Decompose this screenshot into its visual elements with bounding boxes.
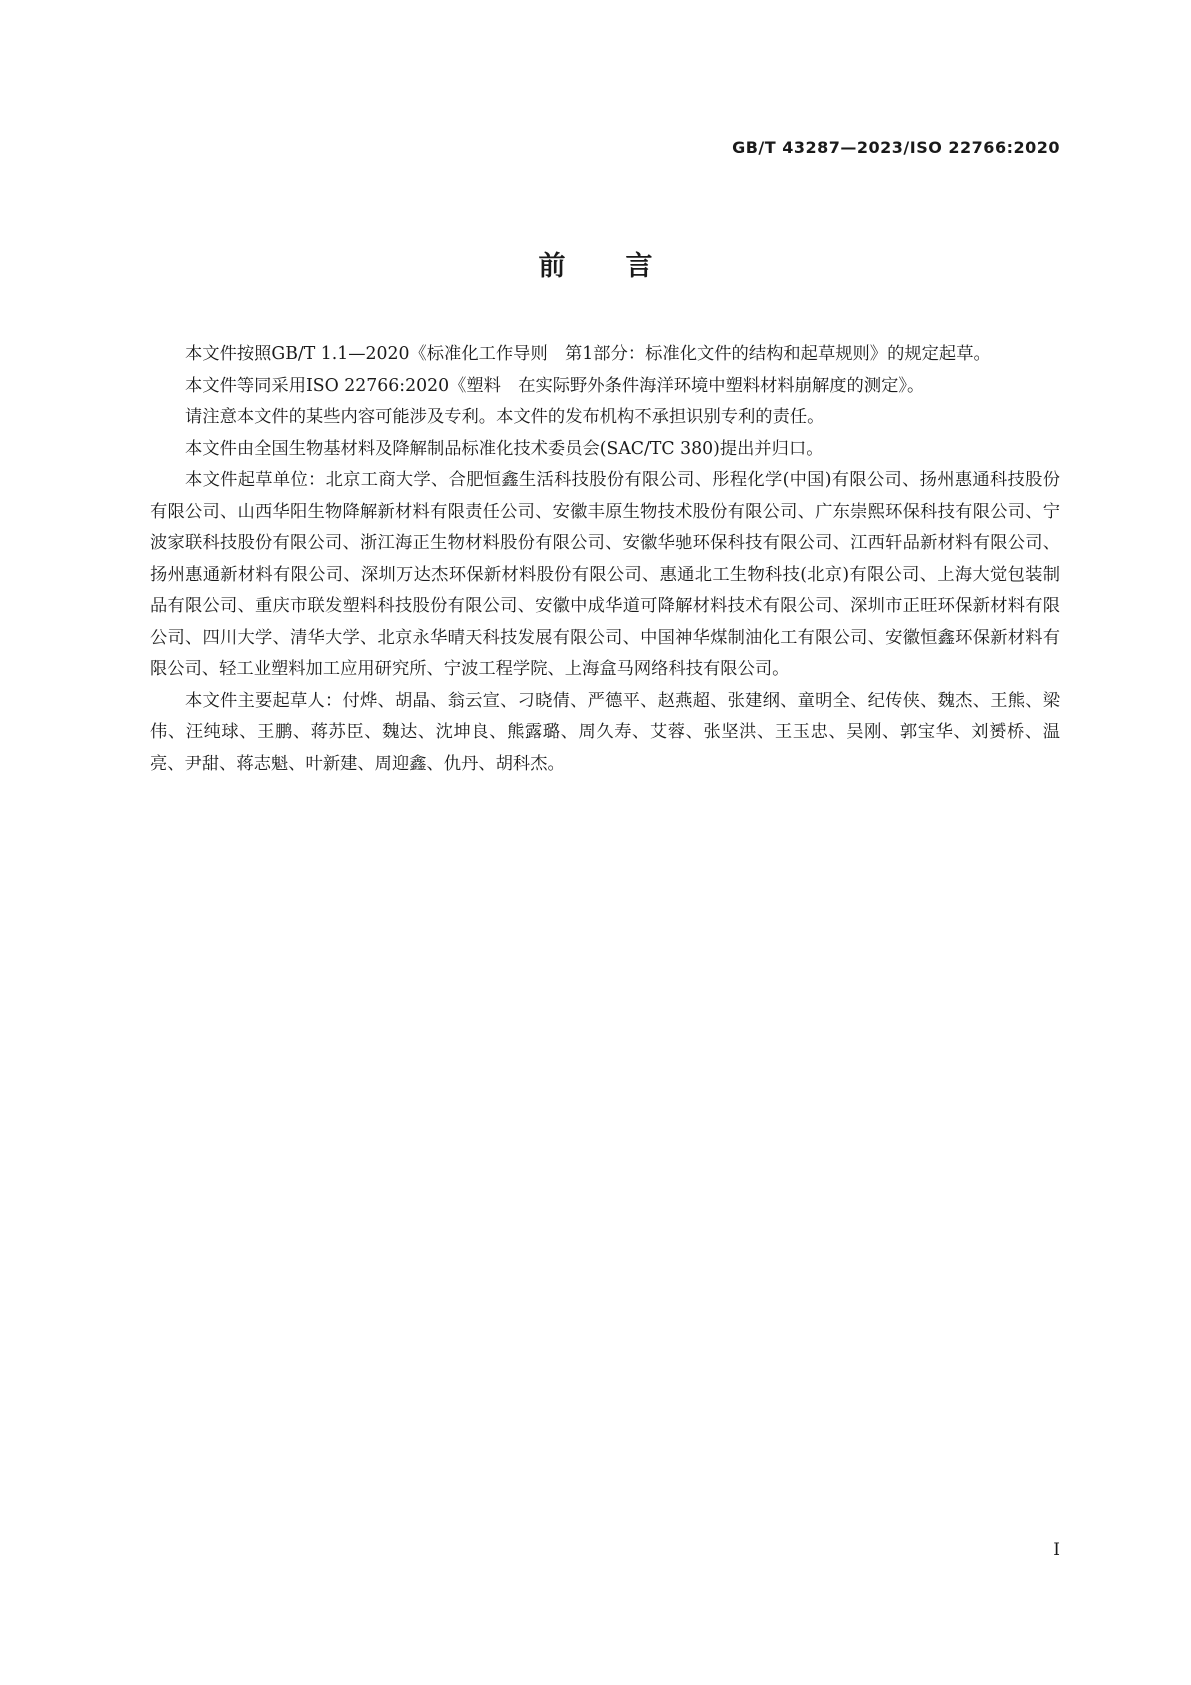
paragraph-iso-adoption: 本文件等同采用ISO 22766:2020《塑料 在实际野外条件海洋环境中塑料材料崩解度的测定》。 [185,375,925,396]
paragraph-drafting-rules: 本文件按照GB/T 1.1—2020《标准化工作导则 第1部分：标准化文件的结构和起草规则》的规定起草。 [185,344,991,364]
page-number: I [1053,1540,1060,1560]
preface-body [150,339,1060,780]
paragraph-proposing-body: 本文件由全国生物基材料及降解制品标准化技术委员会(SAC/TC 380)提出并归口。 [185,438,824,459]
paragraph-drafting-units: 本文件起草单位：北京工商大学、合肥恒鑫生活科技股份有限公司、彤程化学(中国)有限公司、扬州惠通科技股份有限公司、山西华阳生物降解新材料有限责任公司、安徽丰原生物技术股份有限公司、广东崇熙环保科技有限公司、宁波家联科技股份有限公司、浙江海正生物材料股份有限公司、安徽华驰环保科技有限公司、江西轩品新材料有限公司、扬州惠通新材料有限公司、深圳万达杰环保新材料股份有限公司、惠通北工生物科技(北京)有限公司、上海大觉包装制品有限公司、重庆市联发塑料科技股份有限公司、安徽中成华道可降解材料技术有限公司、深圳市正旺环保新材料有限公司、四川大学、清华大学、北京永华晴天科技发展有限公司、中国神华煤制油化工有限公司、安徽恒鑫环保新材料有限公司、轻工业塑料加工应用研究所、宁波工程学院、上海盒马网络科技有限公司。 [150,470,1060,679]
paragraph-drafters: 本文件主要起草人：付烨、胡晶、翁云宣、刁晓倩、严德平、赵燕超、张建纲、童明全、纪传侠、魏杰、王熊、梁伟、汪纯球、王鹏、蒋苏臣、魏达、沈坤良、熊露璐、周久寿、艾蓉、张坚洪、王玉忠、吴刚、郭宝华、刘赟桥、温亮、尹甜、蒋志魁、叶新建、周迎鑫、仇丹、胡科杰。 [150,690,1060,774]
standard-code-header: GB/T 43287—2023/ISO 22766:2020 [732,138,1060,157]
page-title: 前言 [538,251,713,282]
paragraph-patent-notice: 请注意本文件的某些内容可能涉及专利。本文件的发布机构不承担识别专利的责任。 [185,407,825,427]
